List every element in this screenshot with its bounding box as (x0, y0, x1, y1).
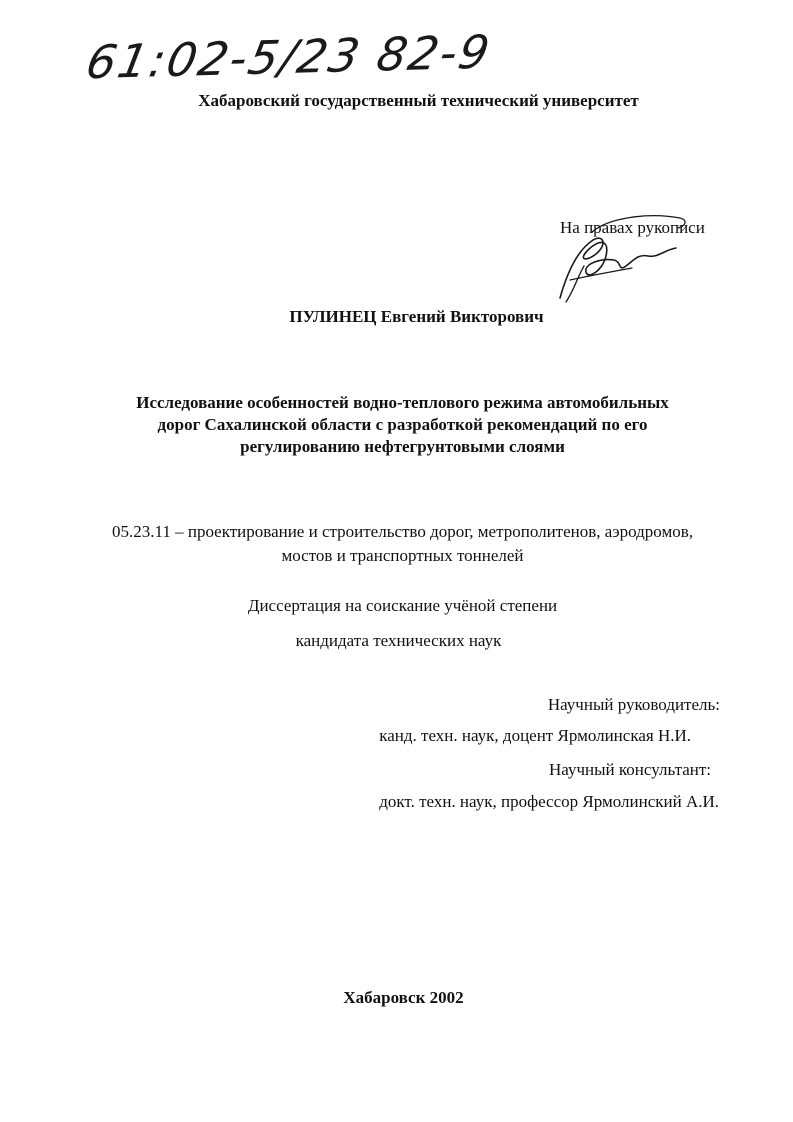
city-and-year: Хабаровск 2002 (343, 988, 464, 1007)
supervisor-label: Научный руководитель: (547, 695, 720, 714)
supervisor-name: канд. техн. наук, доцент Ярмолинская Н.И. (379, 726, 691, 745)
specialty-code (70, 520, 735, 568)
consultant-name: докт. техн. наук, профессор Ярмолинский А.И. (379, 792, 719, 811)
specialty-line: мостов и транспортных тоннелей (281, 546, 524, 565)
university-name: Хабаровский государственный технический университет (198, 91, 639, 110)
consultant-label: Научный консультант: (549, 760, 711, 779)
handwritten-signature (548, 210, 698, 310)
author-name: ПУЛИНЕЦ Евгений Викторович (289, 307, 544, 326)
degree-name: кандидата технических наук (295, 631, 502, 650)
manuscript-rights-note: На правах рукописи (560, 218, 705, 237)
title-line: регулированию нефтегрунтовыми слоями (240, 437, 565, 456)
dissertation-title (90, 392, 715, 458)
title-line: Исследование особенностей водно-теплового режима автомобильных (136, 393, 669, 412)
degree-statement: Диссертация на соискание учёной степени (247, 596, 558, 615)
title-line: дорог Сахалинской области с разработкой рекомендаций по его (157, 415, 648, 434)
specialty-line: 05.23.11 – проектирование и строительство дорог, метрополитенов, аэродромов, (111, 522, 693, 541)
handwritten-catalog-number: 61:02-5/23 82-9 (81, 24, 496, 90)
